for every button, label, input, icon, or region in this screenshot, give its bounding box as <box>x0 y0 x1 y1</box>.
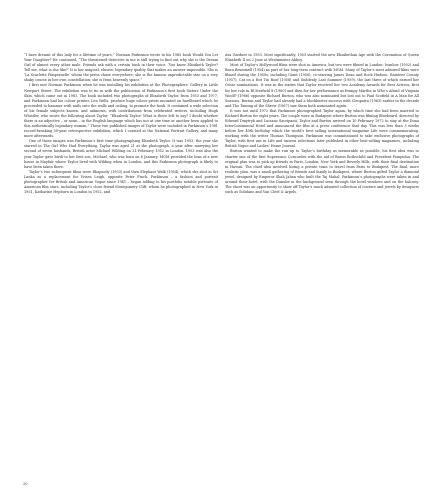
paragraph: Burton wanted to make the run up to Taylor’s birthday as memorable as possible, his first idea was to charter one of the first Supersonic Concordes with the aid of Baron Rothschild and President Pompidou. The original plan was to pick up friends in Paris, London, New York and Beverly Hills, with their final destination in Hawaii. The chief idea involved hiring a private train to travel from Paris to Budapest. The final, more realistic plan, was a small gathering of friends and family in Budapest, where Burton gifted Taylor a diamond jewel, designed by Emperor Shah Jahan who built the Taj Mahal. Parkinson’s photographs were taken in and around their hotel, with the Danube in the background seen through the hotel windows and on the balcony. The shoot was an opportunity to show off Taylor’s much admired collection of couture and jewels by designers such as Solidano and Van Cleef & Arpels. <box>225 149 419 195</box>
left-text-column <box>24 53 218 195</box>
paragraph: Ava Gardner in 1953. Most significantly, 1953 started the new Elizabethan Age with the Coronation of Queen Elizabeth II on 2 June at Westminster Abbey. <box>225 53 419 63</box>
paragraph: Taylor’s two subsequent films were Rhapsody (1953) and then Elephant Walk (1954), which she shot in Sri Lanka as a replacement for Vivien Leigh, opposite Peter Finch. Parkinson – a fashion and portrait photographer for British and American Vogue since 1941 – began adding to his portfolio notable portraits of American film stars, including Taylor’s close friend Montgomery Clift, whom he photographed in New York in 1951, Katharine Hepburn in London in 1952, and <box>24 169 218 195</box>
paragraph: Most of Taylor’s Hollywood films were shot in America, but two were filmed in London: Ivanhoe (1952) and Beau Brummell (1954) as part of her long-term contract with MGM. Many of Taylor’s most admired films were filmed during the 1950s, including Giant (1956), co-starring James Dean and Rock Hudson, Raintree County (1957), Cat on a Hot Tin Roof (1958) and Suddenly Last Summer (1959), the last three of which earned her Oscar nominations. It was in the sixties that Taylor received her two Academy Awards for Best Actress, first for her role in BUtterfield 8 (1960) and then for her performance as frumpy Martha in Who’s Afraid of Virginia Woolf? (1966) opposite Richard Burton, who was also nominated but lost out to Paul Scofield in A Man for All Seasons. Burton and Taylor had already had a blockbuster success with Cleopatra (1963) earlier in the decade and The Taming of the Shrew (1967) saw them both nominated again. <box>225 63 419 108</box>
page-number: 20 <box>23 482 28 486</box>
paragraph: It was not until 1972 that Parkinson photographed Taylor again, by which time she had been married to Richard Burton for eight years. The couple were in Budapest where Burton was filming Bluebeard, directed by Edward Dmytryk and Luciano Sacripanti. Taylor and Burton arrived on 10 February 1972 to stay at the Duna InterContinental Hotel and announced the film at a press conference that day. This was less than 3 weeks before her 40th birthday, which the world’s best selling international magazine Life were commemorating, working with the writer Thomas Thompson. Parkinson was commissioned to take exclusive photographs of Taylor, with first use in Life and unseen selections later published in other best-selling magazines, including British Vogue and Ladies’ Home Journal. <box>225 108 419 149</box>
paragraph: One of these images was Parkinson’s first time photographing Elizabeth Taylor. It was 1953, the year she starred in The Girl Who Had Everything. Taylor was aged 21 at the photograph, a year after marrying her second of seven husbands, British actor Michael Wilding on 21 February 1952 in London. 1953 was also the year Taylor gave birth to her first son, Michael, who was born on 6 January. MGM provided the loan of a new house in Mayfair where Taylor lived with Wilding when in London, and this Parkinson photograph is likely to have been taken there. <box>24 139 218 169</box>
right-text-column <box>225 53 419 195</box>
paragraph: I first met Norman Parkinson when he was installing his exhibition at the Photographers’ Gallery in Little Newport Street. The exhibition was to tie in with the publication of Parkinson’s first book Sisters Under the Skin, which came out in 1981. The book included two photographs of Elizabeth Taylor, from 1953 and 1977, and Parkinson had his colour printer, Len Wells, produce huge colour prints mounted on hardboard which he proceeded to hammer with nails onto the walls and ceiling, to promote the book. It contained a wide selection of his female subjects known, and unknown, with contributions from celebrated writers, including Hugh Whistler, who wrote the following about Taylor: “Elizabeth Taylor! What is there left to say? I doubt whether there is an adjective – or noun – in the English language which has not at one time or another been applied to this authentically legendary woman.” These two published images of Taylor were included in Parkinson’s 1981 record-breaking 50-year retrospective exhibition, which I curated at the National Portrait Gallery, and many more afterwards. <box>24 83 218 139</box>
paragraph: “I have dreamt of this lady for a lifetime of years,” Norman Parkinson wrote in his 1985 book Would You Let Your Daughter? He continued, “The threatened detective in me is still trying to find out why she is the Dream Girl of almost every other male. Friends ask with a certain hush in their voice, ‘You know Elizabeth Taylor? Tell me, what is she like?’ It is her magical, elusive, legendary quality that makes an answer impossible. She is ‘La Scarlette Pimpernelle’ whom the press chase everywhere; she is the famous unpredictable star on a very shaky course in her own constellation; she is from heavenly space.” <box>24 53 218 83</box>
